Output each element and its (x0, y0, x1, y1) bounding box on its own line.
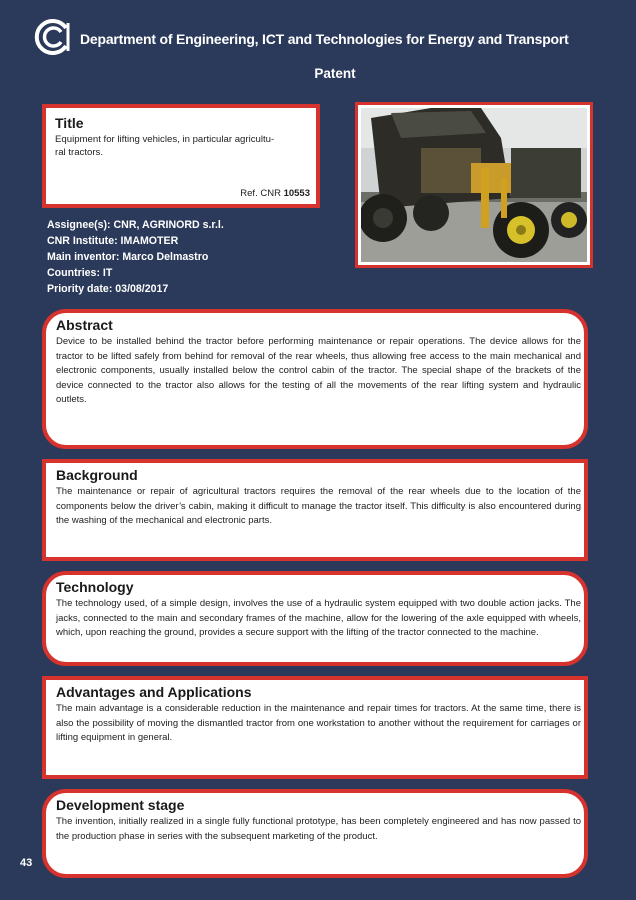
section-heading: Abstract (56, 317, 113, 333)
cnr-logo-icon (30, 19, 70, 55)
page-number: 43 (20, 857, 33, 869)
assignee: Assignee(s): CNR, AGRINORD s.r.l. (47, 219, 224, 231)
priority-date: Priority date: 03/08/2017 (47, 283, 169, 295)
department-title: Department of Engineering, ICT and Technologies for Energy and Transport (80, 31, 569, 47)
section-body: Device to be installed behind the tractor before performing maintenance or repair operations. The device allows for the tractor to be lifted safely from behind for removal of the rear wheels, thus allowing free access to the main mechanical and electronic components, usually installed below the control cabin of the tractor. The special shape of the brackets of the device connected to the tractor also allows for the testing of all the movements of the rear lifting system and hydraulic outlets. (56, 336, 581, 406)
patent-label: Patent (314, 66, 356, 81)
patent-title: Equipment for lifting vehicles, in particular agricultu- ral tractors. (55, 134, 275, 158)
background-section (42, 459, 588, 561)
section-body: The main advantage is a considerable reduction in the maintenance and repair times for tractors. At the same time, there is also the possibility of moving the dismantled tractor from one workstation to another without the requirement for carriages or lifting equipment in general. (56, 703, 581, 744)
section-heading: Technology (56, 579, 134, 595)
tractor-image (361, 108, 587, 262)
section-body: The technology used, of a simple design, involves the use of a hydraulic system equipped with two double action jacks. The jacks, connected to the main and secondary frames of the machine, allow for the lowering of the axle equipped with wheels, which, upon reaching the ground, provides a secure support with the lifting of the tractor connected to the machine. (56, 598, 581, 639)
abstract-section (42, 309, 588, 449)
tractor-photo (355, 102, 593, 268)
section-heading: Background (56, 467, 138, 483)
section-body: The maintenance or repair of agricultural tractors requires the removal of the rear wheels due to the location of the components below the driver’s cabin, making it difficult to manage the tractor itself. This difficulty is also encountered during the washing of the mechanical and electronic parts. (56, 486, 581, 527)
advantages-section (42, 676, 588, 779)
patent-metadata (47, 217, 224, 297)
section-body: The invention, initially realized in a single fully functional prototype, has been completely engineered and has now passed to the production phase in series with the subsequent marketing of the product. (56, 816, 581, 842)
main-inventor: Main inventor: Marco Delmastro (47, 251, 209, 263)
reference-number: Ref. CNR 10553 (240, 188, 310, 199)
title-box (42, 104, 320, 208)
countries: Countries: IT (47, 267, 113, 279)
development-section (42, 789, 588, 878)
section-heading: Advantages and Applications (56, 684, 252, 700)
section-heading: Development stage (56, 797, 185, 813)
title-heading: Title (55, 115, 84, 131)
institute: CNR Institute: IMAMOTER (47, 235, 179, 247)
technology-section (42, 571, 588, 666)
